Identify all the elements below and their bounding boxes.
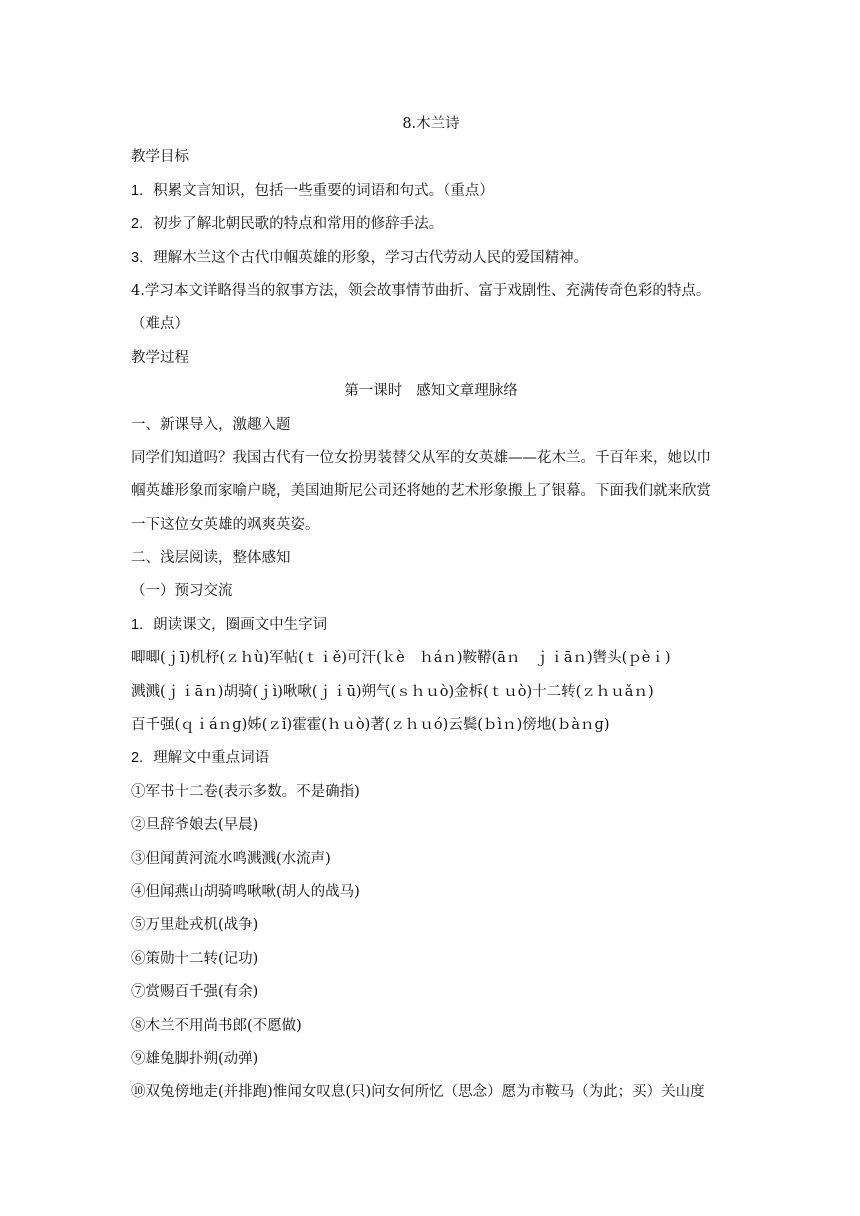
objective-text: 积累文言知识，包括一些重要的词语和句式。（重点） [153, 182, 494, 199]
intro-paragraph-line-2: 帼英雄形象而家喻户晓，美国迪斯尼公司还将她的艺术形象搬上了银幕。下面我们就来欣赏 [131, 483, 711, 500]
task-item-1 [131, 609, 731, 642]
task-item-2 [131, 742, 731, 775]
vocab-item: ②旦辞爷娘去(早晨) [131, 817, 259, 834]
process-heading: 教学过程 [131, 349, 189, 366]
section-heading-1: 一、新课导入，激趣入题 [131, 416, 291, 433]
pinyin-line-2: 溅溅(ｊｉāｎ)胡骑(ｊì)啾啾(ｊｉū)朔气(ｓｈｕò)金柝(ｔｕò)十二转(ｚｈｕǎｎ) [131, 683, 654, 700]
task-text: 理解文中重点词语 [153, 750, 270, 767]
objective-number: 1. [131, 182, 144, 199]
objective-item-2 [131, 208, 731, 241]
task-number: 1. [131, 616, 144, 633]
objective-text: 初步了解北朝民歌的特点和常用的修辞手法。 [153, 216, 444, 233]
objective-item-4-continued: （难点） [131, 316, 189, 333]
vocab-item: ①军书十二卷(表示多数。不是确指) [131, 783, 360, 800]
pinyin-line-1: 唧唧(ｊī)机杼(ｚｈù)军帖(ｔｉě)可汗(ｋè ｈáｎ)鞍鞯(āｎ ｊｉāｎ)辔头(ｐèｉ) [131, 650, 671, 667]
subsection-heading-1: （一）预习交流 [131, 583, 233, 600]
vocab-item: ④但闻燕山胡骑鸣啾啾(胡人的战马) [131, 883, 360, 900]
section-heading-2: 二、浅层阅读，整体感知 [131, 550, 291, 567]
task-text: 朗读课文，圈画文中生字词 [153, 616, 328, 633]
objective-number: 2. [131, 216, 144, 233]
objective-number: 3. [131, 249, 144, 266]
vocab-item: ⑧木兰不用尚书郎(不愿做) [131, 1017, 302, 1034]
vocab-item: ⑦赏赐百千强(有余) [131, 984, 259, 1001]
vocab-item: ③但闻黄河流水鸣溅溅(水流声) [131, 850, 331, 867]
vocab-item: ⑩双兔傍地走(并排跑)惟闻女叹息(只)问女何所忆（思念）愿为市鞍马（为此；买）关山度 [131, 1084, 705, 1101]
objective-text: 理解木兰这个古代巾帼英雄的形象，学习古代劳动人民的爱国精神。 [153, 249, 589, 266]
document-title: 8.木兰诗 [402, 116, 460, 132]
objective-item-1 [131, 175, 731, 208]
intro-paragraph-line-1: 同学们知道吗？我国古代有一位女扮男装替父从军的女英雄——花木兰。千百年来，她以巾 [131, 449, 711, 466]
vocab-item: ⑤万里赴戎机(战争) [131, 917, 259, 934]
lesson-title: 第一课时 [344, 383, 403, 400]
task-number: 2. [131, 750, 144, 767]
objective-item-4: 4.学习本文详略得当的叙事方法，领会故事情节曲折、富于戏剧性、充满传奇色彩的特点。 [131, 282, 711, 299]
lesson-heading [131, 375, 731, 408]
lesson-subtitle: 感知文章理脉络 [416, 383, 518, 400]
intro-paragraph-line-3: 一下这位女英雄的飒爽英姿。 [131, 516, 320, 533]
pinyin-line-3: 百千强(ｑｉáｎɡ)姊(ｚǐ)霍霍(ｈｕò)著(ｚｈｕó)云鬓(ｂìｎ)傍地(ｂàｎɡ) [131, 717, 610, 734]
vocab-item: ⑨雄兔脚扑朔(动弹) [131, 1050, 259, 1067]
objectives-heading: 教学目标 [131, 149, 189, 166]
vocab-item: ⑥策勋十二转(记功) [131, 950, 259, 967]
document-page [131, 108, 731, 1110]
objective-item-3 [131, 242, 731, 275]
